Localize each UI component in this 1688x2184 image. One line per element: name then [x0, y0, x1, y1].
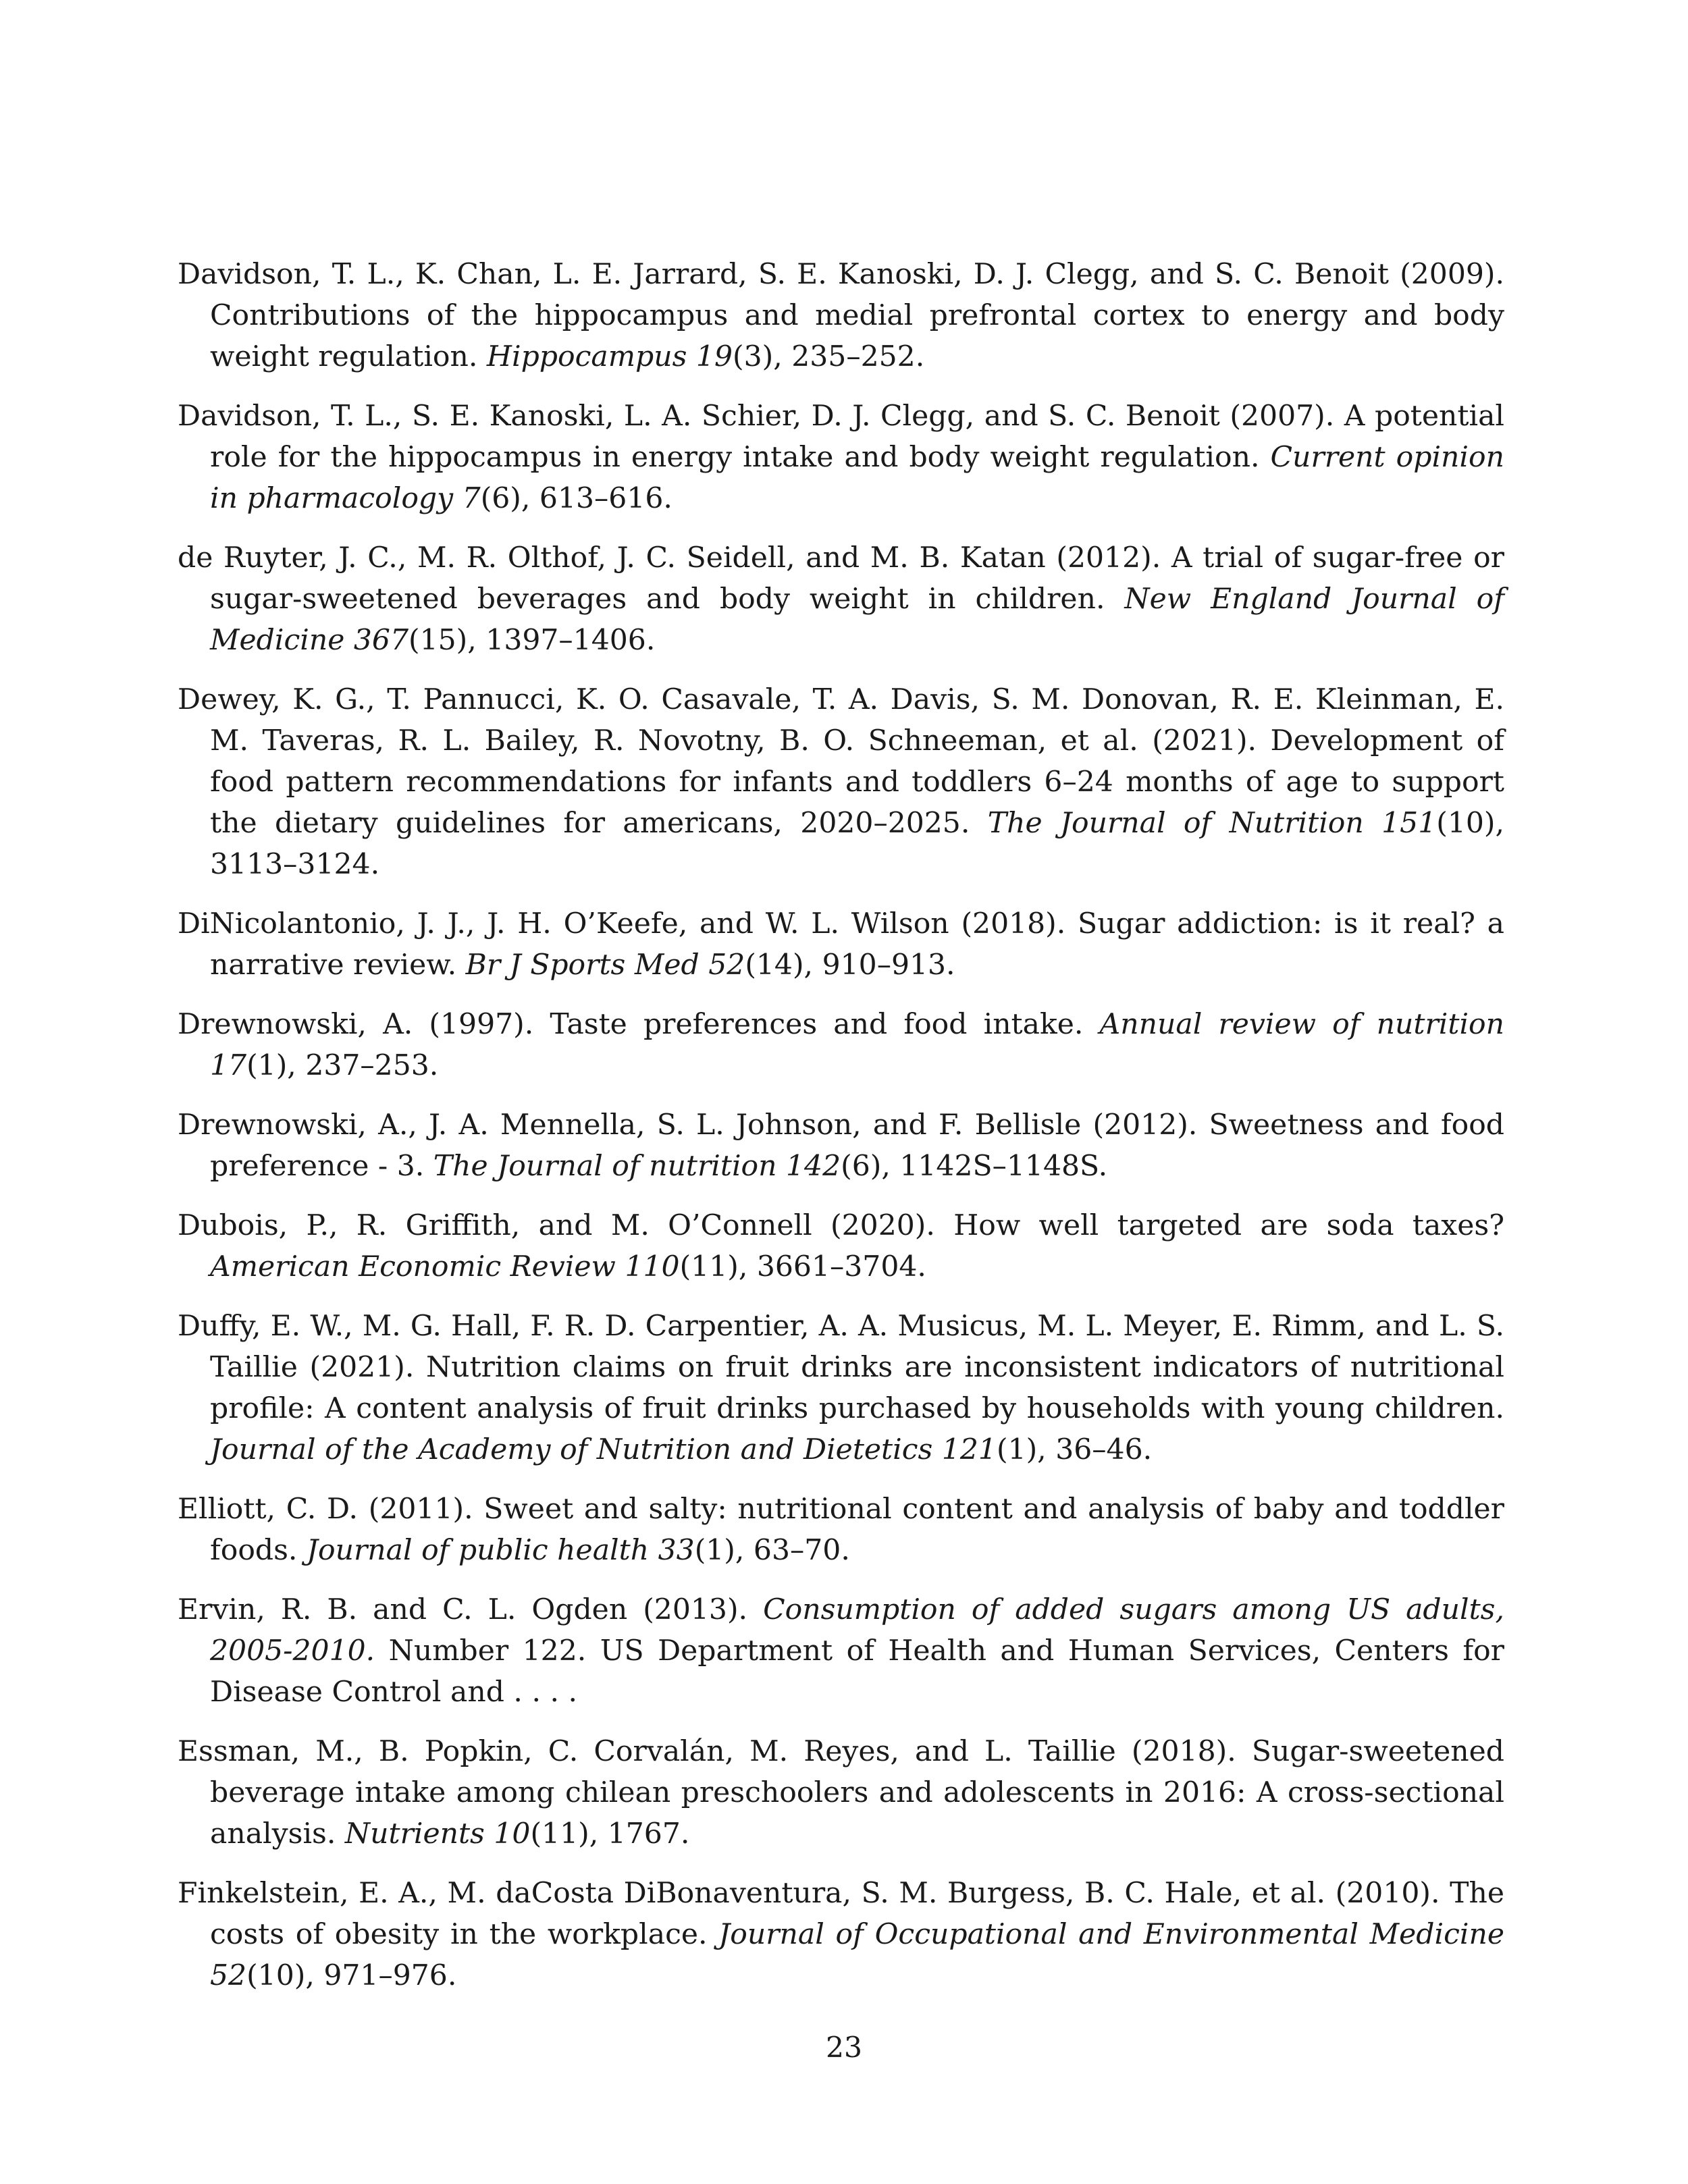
reference-text: Finkelstein, E. A., M. daCosta DiBonaventura, S. M. Burgess, B. C. Hale, et al. (2010). The costs of obesity in the workplace.: [178, 1877, 1504, 1951]
reference-details: (14), 910–913.: [745, 949, 955, 982]
reference-entry: [178, 679, 1504, 885]
reference-details: (1), 63–70.: [694, 1534, 850, 1567]
reference-source: Annual review of nutrition 17: [210, 1008, 1505, 1082]
reference-text: Dewey, K. G., T. Pannucci, K. O. Casavale, T. A. Davis, S. M. Donovan, R. E. Kleinman, E. M. Taveras, R. L. Bailey, R. Novotny, B. O. Schneeman, et al. (2021). Development of food pattern recommendations for infants and toddlers 6–24 months of age to support the dietary guidelines for americans, 2020–2025.: [178, 683, 1504, 840]
reference-entry: [178, 396, 1504, 519]
reference-entry: [178, 1004, 1504, 1086]
reference-entry: [178, 1873, 1504, 1996]
reference-entry: [178, 254, 1504, 377]
reference-details: Number 122. US Department of Health and Human Services, Centers for Disease Control and . . . .: [210, 1634, 1504, 1709]
reference-source: Journal of the Academy of Nutrition and Dietetics 121: [210, 1433, 997, 1466]
reference-text: Drewnowski, A. (1997). Taste preferences and food intake.: [178, 1008, 1100, 1041]
reference-entry: [178, 1306, 1504, 1470]
reference-entry: [178, 537, 1504, 661]
reference-details: (6), 1142S–1148S.: [841, 1150, 1108, 1183]
reference-source: Current opinion in pharmacology 7: [210, 441, 1504, 515]
reference-source: Consumption of added sugars among US adults, 2005-2010.: [210, 1593, 1504, 1668]
reference-source: Journal of public health 33: [306, 1534, 695, 1567]
reference-list: [178, 254, 1504, 1996]
reference-text: Elliott, C. D. (2011). Sweet and salty: nutritional content and analysis of baby and toddler foods.: [178, 1493, 1504, 1567]
reference-details: (10), 3113–3124.: [210, 807, 1505, 881]
reference-source: Hippocampus 19: [486, 340, 733, 373]
reference-entry: [178, 1104, 1504, 1187]
reference-source: New England Journal of Medicine 367: [210, 583, 1505, 657]
reference-details: (15), 1397–1406.: [408, 624, 656, 657]
reference-text: Davidson, T. L., S. E. Kanoski, L. A. Schier, D. J. Clegg, and S. C. Benoit (2007). A potential role for the hippocampus in energy intake and body weight regulation.: [178, 400, 1504, 474]
reference-source: Nutrients 10: [344, 1817, 531, 1850]
reference-text: Ervin, R. B. and C. L. Ogden (2013).: [178, 1593, 764, 1626]
reference-details: (10), 971–976.: [246, 1959, 457, 1992]
reference-details: (11), 1767.: [530, 1817, 690, 1850]
reference-text: Davidson, T. L., K. Chan, L. E. Jarrard, S. E. Kanoski, D. J. Clegg, and S. C. Benoit (2009). Contributions of the hippocampus and medial prefrontal cortex to energy and body weight regulation.: [178, 258, 1504, 373]
reference-text: de Ruyter, J. C., M. R. Olthof, J. C. Seidell, and M. B. Katan (2012). A trial of sugar-free or sugar-sweetened beverages and body weight in children.: [178, 541, 1504, 616]
reference-source: The Journal of nutrition 142: [433, 1150, 841, 1183]
reference-details: (11), 3661–3704.: [679, 1250, 926, 1283]
reference-details: (1), 237–253.: [246, 1049, 439, 1082]
reference-entry: [178, 903, 1504, 986]
reference-text: Essman, M., B. Popkin, C. Corvalán, M. Reyes, and L. Taillie (2018). Sugar-sweetened beverage intake among chilean preschoolers and adolescents in 2016: A cross-sectional analysis.: [178, 1735, 1504, 1850]
reference-source: Br J Sports Med 52: [465, 949, 745, 982]
reference-details: (3), 235–252.: [733, 340, 925, 373]
reference-entry: [178, 1205, 1504, 1287]
reference-details: (1), 36–46.: [996, 1433, 1153, 1466]
reference-text: Drewnowski, A., J. A. Mennella, S. L. Johnson, and F. Bellisle (2012). Sweetness and food preference - 3.: [178, 1109, 1504, 1183]
reference-text: Dubois, P., R. Griffith, and M. O’Connell (2020). How well targeted are soda taxes?: [178, 1209, 1504, 1242]
reference-source: The Journal of Nutrition 151: [987, 807, 1437, 840]
reference-text: Duffy, E. W., M. G. Hall, F. R. D. Carpentier, A. A. Musicus, M. L. Meyer, E. Rimm, and L. S. Taillie (2021). Nutrition claims on fruit drinks are inconsistent indicators of nutritional profile: A content analysis of fruit drinks purchased by households with young children.: [178, 1310, 1504, 1425]
reference-source: American Economic Review 110: [210, 1250, 680, 1283]
page-number: 23: [825, 2031, 863, 2065]
reference-entry: [178, 1589, 1504, 1713]
reference-text: DiNicolantonio, J. J., J. H. O’Keefe, and W. L. Wilson (2018). Sugar addiction: is it real? a narrative review.: [178, 907, 1504, 982]
reference-entry: [178, 1489, 1504, 1571]
reference-details: (6), 613–616.: [480, 482, 672, 515]
reference-entry: [178, 1731, 1504, 1855]
reference-source: Journal of Occupational and Environmental Medicine 52: [210, 1918, 1504, 1992]
